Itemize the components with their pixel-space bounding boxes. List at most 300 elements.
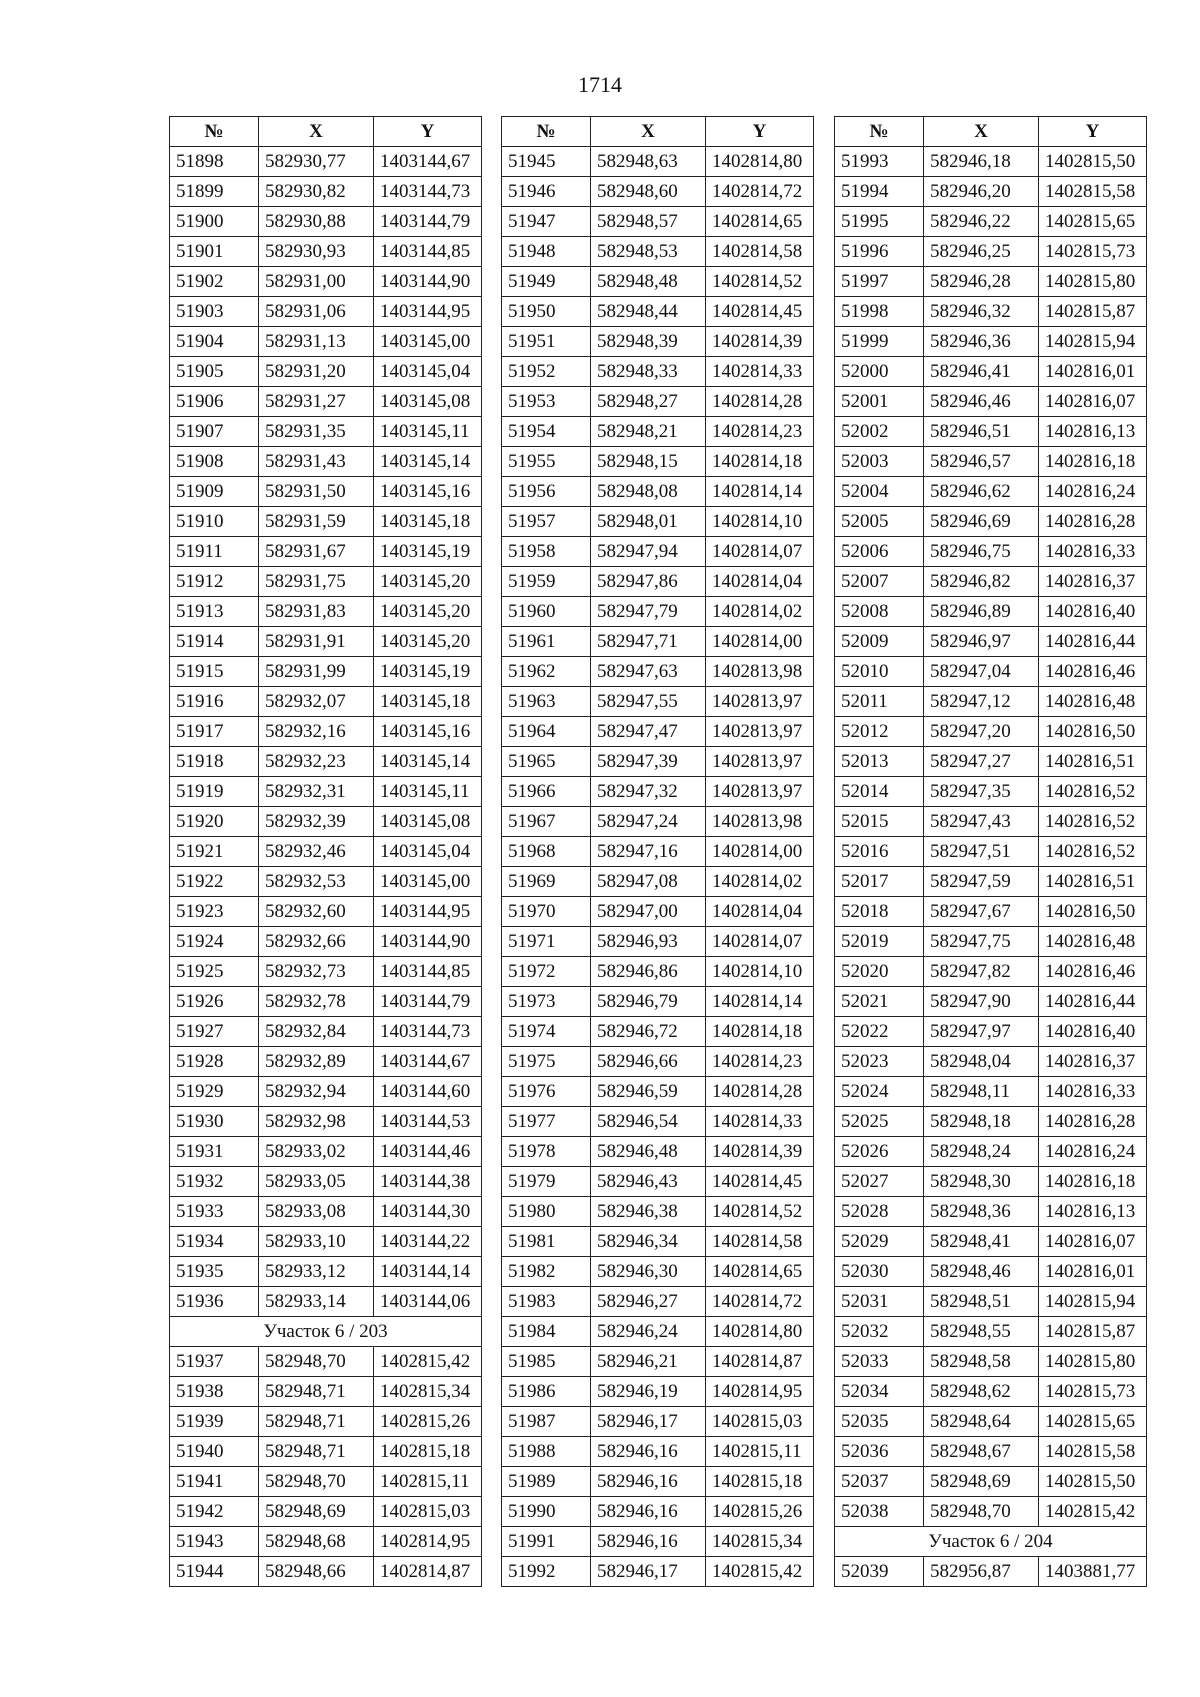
y-cell: 1403145,20 — [374, 567, 482, 597]
number-cell: 52028 — [835, 1197, 924, 1227]
y-cell: 1403145,11 — [374, 417, 482, 447]
y-cell: 1402814,65 — [706, 207, 814, 237]
number-cell: 52010 — [835, 657, 924, 687]
number-cell: 51953 — [502, 387, 591, 417]
number-cell: 52012 — [835, 717, 924, 747]
table-row — [502, 1227, 814, 1257]
number-cell: 51931 — [170, 1137, 259, 1167]
table-row — [170, 1197, 482, 1227]
x-cell: 582956,87 — [924, 1557, 1039, 1587]
number-cell: 51902 — [170, 267, 259, 297]
x-cell: 582948,70 — [259, 1347, 374, 1377]
number-cell: 52020 — [835, 957, 924, 987]
y-cell: 1403145,19 — [374, 657, 482, 687]
table-row — [835, 1227, 1147, 1257]
number-cell: 51991 — [502, 1527, 591, 1557]
x-cell: 582946,69 — [924, 507, 1039, 537]
number-cell: 51960 — [502, 597, 591, 627]
y-cell: 1403144,53 — [374, 1107, 482, 1137]
x-cell: 582932,98 — [259, 1107, 374, 1137]
x-cell: 582946,43 — [591, 1167, 706, 1197]
y-cell: 1402814,23 — [706, 1047, 814, 1077]
number-cell: 51964 — [502, 717, 591, 747]
y-cell: 1403144,46 — [374, 1137, 482, 1167]
table-row — [502, 927, 814, 957]
x-cell: 582946,57 — [924, 447, 1039, 477]
x-cell: 582946,89 — [924, 597, 1039, 627]
y-cell: 1402815,50 — [1039, 147, 1147, 177]
table-row — [835, 1047, 1147, 1077]
x-cell: 582933,12 — [259, 1257, 374, 1287]
table-row — [170, 267, 482, 297]
y-cell: 1403145,18 — [374, 687, 482, 717]
section-row — [835, 1527, 1147, 1557]
x-cell: 582946,32 — [924, 297, 1039, 327]
number-cell: 52019 — [835, 927, 924, 957]
number-cell: 51951 — [502, 327, 591, 357]
number-cell: 51987 — [502, 1407, 591, 1437]
y-cell: 1403145,20 — [374, 627, 482, 657]
number-cell: 52003 — [835, 447, 924, 477]
number-cell: 51922 — [170, 867, 259, 897]
x-cell: 582947,20 — [924, 717, 1039, 747]
table-row — [502, 417, 814, 447]
table-row — [502, 897, 814, 927]
number-cell: 51900 — [170, 207, 259, 237]
y-cell: 1402814,87 — [374, 1557, 482, 1587]
y-cell: 1402816,18 — [1039, 447, 1147, 477]
table-row — [502, 567, 814, 597]
y-cell: 1402814,00 — [706, 627, 814, 657]
y-cell: 1403145,00 — [374, 867, 482, 897]
number-cell: 51995 — [835, 207, 924, 237]
y-cell: 1402815,87 — [1039, 297, 1147, 327]
table-row — [170, 1467, 482, 1497]
number-cell: 51955 — [502, 447, 591, 477]
number-cell: 51997 — [835, 267, 924, 297]
x-cell: 582931,91 — [259, 627, 374, 657]
x-cell: 582946,38 — [591, 1197, 706, 1227]
number-cell: 51912 — [170, 567, 259, 597]
y-cell: 1403145,14 — [374, 747, 482, 777]
y-cell: 1402816,37 — [1039, 1047, 1147, 1077]
x-cell: 582948,57 — [591, 207, 706, 237]
table-row — [835, 1167, 1147, 1197]
table-row — [170, 987, 482, 1017]
number-cell: 52036 — [835, 1437, 924, 1467]
table-row — [170, 447, 482, 477]
x-cell: 582932,53 — [259, 867, 374, 897]
y-cell: 1402814,95 — [374, 1527, 482, 1557]
x-cell: 582946,19 — [591, 1377, 706, 1407]
y-cell: 1403144,60 — [374, 1077, 482, 1107]
table-row — [170, 237, 482, 267]
x-cell: 582946,82 — [924, 567, 1039, 597]
number-cell: 52007 — [835, 567, 924, 597]
header-y: Y — [374, 117, 482, 147]
x-cell: 582932,94 — [259, 1077, 374, 1107]
x-cell: 582931,99 — [259, 657, 374, 687]
number-cell: 51915 — [170, 657, 259, 687]
table-row — [170, 1167, 482, 1197]
table-row — [502, 1107, 814, 1137]
table-row — [835, 1017, 1147, 1047]
x-cell: 582947,08 — [591, 867, 706, 897]
x-cell: 582948,36 — [924, 1197, 1039, 1227]
x-cell: 582947,71 — [591, 627, 706, 657]
number-cell: 52027 — [835, 1167, 924, 1197]
y-cell: 1402816,13 — [1039, 417, 1147, 447]
x-cell: 582948,66 — [259, 1557, 374, 1587]
table-row — [170, 897, 482, 927]
x-cell: 582932,16 — [259, 717, 374, 747]
table-row — [835, 1317, 1147, 1347]
x-cell: 582933,02 — [259, 1137, 374, 1167]
x-cell: 582946,20 — [924, 177, 1039, 207]
number-cell: 51956 — [502, 477, 591, 507]
number-cell: 52032 — [835, 1317, 924, 1347]
y-cell: 1402814,18 — [706, 1017, 814, 1047]
number-cell: 51961 — [502, 627, 591, 657]
y-cell: 1402816,28 — [1039, 507, 1147, 537]
y-cell: 1402814,87 — [706, 1347, 814, 1377]
table-row — [835, 1257, 1147, 1287]
y-cell: 1402814,02 — [706, 597, 814, 627]
y-cell: 1403144,85 — [374, 237, 482, 267]
number-cell: 51908 — [170, 447, 259, 477]
number-cell: 51949 — [502, 267, 591, 297]
y-cell: 1402814,45 — [706, 1167, 814, 1197]
table-row — [835, 1437, 1147, 1467]
table-row — [502, 837, 814, 867]
x-cell: 582948,39 — [591, 327, 706, 357]
y-cell: 1403144,38 — [374, 1167, 482, 1197]
table-header-row — [835, 117, 1147, 147]
x-cell: 582948,64 — [924, 1407, 1039, 1437]
y-cell: 1402815,18 — [706, 1467, 814, 1497]
number-cell: 52023 — [835, 1047, 924, 1077]
table-row — [502, 1557, 814, 1587]
table-row — [502, 1347, 814, 1377]
number-cell: 51952 — [502, 357, 591, 387]
number-cell: 51977 — [502, 1107, 591, 1137]
number-cell: 51898 — [170, 147, 259, 177]
table-row — [502, 987, 814, 1017]
number-cell: 51983 — [502, 1287, 591, 1317]
x-cell: 582948,71 — [259, 1437, 374, 1467]
table-row — [835, 1287, 1147, 1317]
y-cell: 1402816,40 — [1039, 597, 1147, 627]
number-cell: 51924 — [170, 927, 259, 957]
x-cell: 582948,04 — [924, 1047, 1039, 1077]
table-row — [170, 1047, 482, 1077]
y-cell: 1403145,16 — [374, 717, 482, 747]
y-cell: 1402814,28 — [706, 387, 814, 417]
table-row — [502, 147, 814, 177]
number-cell: 51999 — [835, 327, 924, 357]
y-cell: 1402814,58 — [706, 237, 814, 267]
x-cell: 582946,86 — [591, 957, 706, 987]
number-cell: 52006 — [835, 537, 924, 567]
number-cell: 52026 — [835, 1137, 924, 1167]
number-cell: 51958 — [502, 537, 591, 567]
x-cell: 582946,18 — [924, 147, 1039, 177]
number-cell: 51994 — [835, 177, 924, 207]
number-cell: 51904 — [170, 327, 259, 357]
section-label: Участок 6 / 203 — [170, 1317, 482, 1347]
y-cell: 1402813,98 — [706, 657, 814, 687]
y-cell: 1402814,95 — [706, 1377, 814, 1407]
y-cell: 1402816,07 — [1039, 387, 1147, 417]
x-cell: 582932,66 — [259, 927, 374, 957]
x-cell: 582946,79 — [591, 987, 706, 1017]
y-cell: 1402815,26 — [374, 1407, 482, 1437]
table-row — [170, 957, 482, 987]
number-cell: 51989 — [502, 1467, 591, 1497]
y-cell: 1403145,04 — [374, 357, 482, 387]
number-cell: 51906 — [170, 387, 259, 417]
x-cell: 582948,46 — [924, 1257, 1039, 1287]
header-number: № — [502, 117, 591, 147]
table-header-row — [502, 117, 814, 147]
table-row — [502, 747, 814, 777]
section-label: Участок 6 / 204 — [835, 1527, 1147, 1557]
table-row — [170, 687, 482, 717]
table-row — [170, 297, 482, 327]
table-row — [170, 387, 482, 417]
y-cell: 1402816,40 — [1039, 1017, 1147, 1047]
y-cell: 1403144,06 — [374, 1287, 482, 1317]
x-cell: 582948,27 — [591, 387, 706, 417]
x-cell: 582946,54 — [591, 1107, 706, 1137]
y-cell: 1402814,00 — [706, 837, 814, 867]
number-cell: 52035 — [835, 1407, 924, 1437]
y-cell: 1402814,10 — [706, 957, 814, 987]
x-cell: 582946,62 — [924, 477, 1039, 507]
y-cell: 1402814,39 — [706, 327, 814, 357]
x-cell: 582948,67 — [924, 1437, 1039, 1467]
number-cell: 51996 — [835, 237, 924, 267]
table-row — [170, 567, 482, 597]
table-row — [835, 627, 1147, 657]
x-cell: 582947,63 — [591, 657, 706, 687]
x-cell: 582933,10 — [259, 1227, 374, 1257]
y-cell: 1402815,80 — [1039, 1347, 1147, 1377]
table-row — [170, 927, 482, 957]
x-cell: 582948,70 — [259, 1467, 374, 1497]
y-cell: 1403144,85 — [374, 957, 482, 987]
number-cell: 51974 — [502, 1017, 591, 1047]
y-cell: 1402816,01 — [1039, 357, 1147, 387]
x-cell: 582946,16 — [591, 1497, 706, 1527]
y-cell: 1402814,18 — [706, 447, 814, 477]
table-row — [835, 1497, 1147, 1527]
number-cell: 51992 — [502, 1557, 591, 1587]
table-row — [835, 537, 1147, 567]
number-cell: 51928 — [170, 1047, 259, 1077]
table-row — [170, 537, 482, 567]
table-header-row — [170, 117, 482, 147]
table-row — [170, 1557, 482, 1587]
number-cell: 51914 — [170, 627, 259, 657]
table-row — [502, 1527, 814, 1557]
x-cell: 582947,27 — [924, 747, 1039, 777]
number-cell: 51917 — [170, 717, 259, 747]
table-row — [835, 1467, 1147, 1497]
table-row — [835, 1377, 1147, 1407]
y-cell: 1402814,58 — [706, 1227, 814, 1257]
y-cell: 1403145,11 — [374, 777, 482, 807]
y-cell: 1402816,37 — [1039, 567, 1147, 597]
number-cell: 51990 — [502, 1497, 591, 1527]
y-cell: 1402815,42 — [1039, 1497, 1147, 1527]
table-row — [502, 627, 814, 657]
number-cell: 51936 — [170, 1287, 259, 1317]
x-cell: 582948,30 — [924, 1167, 1039, 1197]
number-cell: 51966 — [502, 777, 591, 807]
x-cell: 582948,69 — [259, 1497, 374, 1527]
x-cell: 582948,58 — [924, 1347, 1039, 1377]
x-cell: 582947,32 — [591, 777, 706, 807]
y-cell: 1402814,80 — [706, 147, 814, 177]
number-cell: 51986 — [502, 1377, 591, 1407]
table-row — [502, 1197, 814, 1227]
x-cell: 582947,16 — [591, 837, 706, 867]
y-cell: 1402815,11 — [374, 1467, 482, 1497]
number-cell: 51968 — [502, 837, 591, 867]
y-cell: 1403144,30 — [374, 1197, 482, 1227]
number-cell: 52037 — [835, 1467, 924, 1497]
table-row — [835, 867, 1147, 897]
table-row — [835, 267, 1147, 297]
table-row — [170, 357, 482, 387]
x-cell: 582931,50 — [259, 477, 374, 507]
number-cell: 51909 — [170, 477, 259, 507]
x-cell: 582932,60 — [259, 897, 374, 927]
x-cell: 582931,20 — [259, 357, 374, 387]
number-cell: 51965 — [502, 747, 591, 777]
table-row — [502, 477, 814, 507]
x-cell: 582947,59 — [924, 867, 1039, 897]
header-y: Y — [706, 117, 814, 147]
table-row — [502, 687, 814, 717]
number-cell: 52016 — [835, 837, 924, 867]
table-row — [835, 417, 1147, 447]
y-cell: 1402813,97 — [706, 717, 814, 747]
x-cell: 582946,66 — [591, 1047, 706, 1077]
table-row — [502, 1317, 814, 1347]
x-cell: 582948,71 — [259, 1407, 374, 1437]
table-row — [502, 1077, 814, 1107]
table-row — [502, 537, 814, 567]
y-cell: 1402815,26 — [706, 1497, 814, 1527]
table-row — [502, 177, 814, 207]
table-row — [502, 807, 814, 837]
number-cell: 51926 — [170, 987, 259, 1017]
y-cell: 1402815,34 — [706, 1527, 814, 1557]
number-cell: 51937 — [170, 1347, 259, 1377]
table-row — [502, 1047, 814, 1077]
table-row — [835, 747, 1147, 777]
y-cell: 1402816,50 — [1039, 897, 1147, 927]
x-cell: 582932,07 — [259, 687, 374, 717]
y-cell: 1402814,28 — [706, 1077, 814, 1107]
table-row — [835, 447, 1147, 477]
y-cell: 1402813,97 — [706, 687, 814, 717]
table-row — [502, 447, 814, 477]
y-cell: 1402816,46 — [1039, 957, 1147, 987]
y-cell: 1402814,02 — [706, 867, 814, 897]
x-cell: 582946,28 — [924, 267, 1039, 297]
table-row — [835, 1137, 1147, 1167]
x-cell: 582948,33 — [591, 357, 706, 387]
table-row — [170, 807, 482, 837]
number-cell: 51950 — [502, 297, 591, 327]
table-row — [170, 1077, 482, 1107]
table-row — [502, 657, 814, 687]
number-cell: 51910 — [170, 507, 259, 537]
table-row — [170, 777, 482, 807]
y-cell: 1402815,03 — [706, 1407, 814, 1437]
number-cell: 51985 — [502, 1347, 591, 1377]
y-cell: 1402814,39 — [706, 1137, 814, 1167]
x-cell: 582948,08 — [591, 477, 706, 507]
x-cell: 582946,16 — [591, 1527, 706, 1557]
table-row — [502, 777, 814, 807]
x-cell: 582948,11 — [924, 1077, 1039, 1107]
number-cell: 52000 — [835, 357, 924, 387]
x-cell: 582931,00 — [259, 267, 374, 297]
x-cell: 582932,73 — [259, 957, 374, 987]
y-cell: 1402815,42 — [706, 1557, 814, 1587]
table-row — [502, 297, 814, 327]
x-cell: 582931,75 — [259, 567, 374, 597]
table-row — [835, 357, 1147, 387]
table-row — [502, 1497, 814, 1527]
y-cell: 1402815,18 — [374, 1437, 482, 1467]
y-cell: 1402816,46 — [1039, 657, 1147, 687]
x-cell: 582932,78 — [259, 987, 374, 1017]
table-row — [835, 837, 1147, 867]
x-cell: 582947,86 — [591, 567, 706, 597]
table-row — [502, 717, 814, 747]
table-row — [170, 177, 482, 207]
x-cell: 582948,24 — [924, 1137, 1039, 1167]
x-cell: 582932,39 — [259, 807, 374, 837]
number-cell: 52030 — [835, 1257, 924, 1287]
number-cell: 51903 — [170, 297, 259, 327]
y-cell: 1402815,58 — [1039, 177, 1147, 207]
number-cell: 51899 — [170, 177, 259, 207]
y-cell: 1402815,42 — [374, 1347, 482, 1377]
x-cell: 582946,22 — [924, 207, 1039, 237]
table-row — [502, 207, 814, 237]
y-cell: 1403144,22 — [374, 1227, 482, 1257]
x-cell: 582948,63 — [591, 147, 706, 177]
x-cell: 582948,69 — [924, 1467, 1039, 1497]
y-cell: 1402815,87 — [1039, 1317, 1147, 1347]
x-cell: 582930,88 — [259, 207, 374, 237]
number-cell: 51925 — [170, 957, 259, 987]
number-cell: 52011 — [835, 687, 924, 717]
header-y: Y — [1039, 117, 1147, 147]
number-cell: 52021 — [835, 987, 924, 1017]
x-cell: 582946,48 — [591, 1137, 706, 1167]
x-cell: 582948,55 — [924, 1317, 1039, 1347]
y-cell: 1402816,48 — [1039, 687, 1147, 717]
x-cell: 582946,93 — [591, 927, 706, 957]
x-cell: 582946,75 — [924, 537, 1039, 567]
